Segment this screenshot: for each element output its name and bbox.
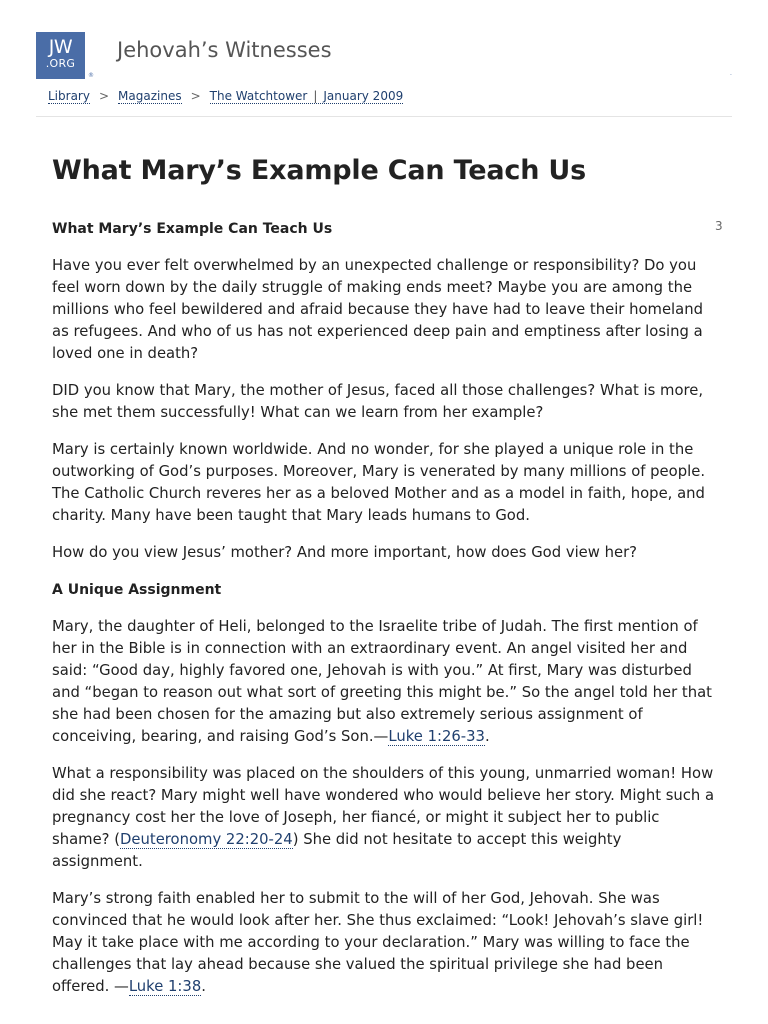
breadcrumb-issue-link[interactable] bbox=[210, 89, 404, 104]
breadcrumb-issue: January 2009 bbox=[323, 89, 404, 103]
header-dot-icon: . bbox=[730, 70, 732, 77]
page-title: What Mary’s Example Can Teach Us bbox=[52, 155, 587, 186]
scripture-link-luke-1-26-33[interactable]: Luke 1:26-33 bbox=[388, 728, 485, 745]
article-subhead: What Mary’s Example Can Teach Us bbox=[52, 221, 333, 237]
paragraph-5 bbox=[52, 616, 716, 748]
registered-mark: ® bbox=[88, 72, 94, 79]
article-body bbox=[52, 218, 716, 1013]
paragraph-4: How do you view Jesus’ mother? And more important, how does God view her? bbox=[52, 544, 638, 561]
breadcrumb-publication: The Watchtower bbox=[209, 89, 308, 103]
breadcrumb-pipe: | bbox=[313, 89, 318, 103]
paragraph-7 bbox=[52, 888, 716, 998]
paragraph-6 bbox=[52, 763, 716, 873]
paragraph-5-text: Mary, the daughter of Heli, belonged to the Israelite tribe of Judah. The first mention of her in the Bible is in connection with an extraordinary event. An angel visited her and said: “Good day, highly favored one, Jehovah is with you.” At first, Mary was disturbed and “began to reason out what sort of greeting this might be.” So the angel told her that she had been chosen for the amazing but also extremely serious assignment of conceiving, bearing, and raising God’s Son.— bbox=[52, 618, 712, 745]
jw-org-logo[interactable] bbox=[36, 32, 85, 79]
section-heading: A Unique Assignment bbox=[52, 582, 222, 598]
scripture-link-deuteronomy-22-20-24[interactable]: Deuteronomy 22:20-24 bbox=[120, 831, 293, 848]
paragraph-7-text: Mary’s strong faith enabled her to submit to the will of her God, Jehovah. She was convinced that he would look after her. She thus exclaimed: “Look! Jehovah’s slave girl! May it take place with me according to your declaration.” Mary was willing to face the challenges that lay ahead because she valued the spiritual privilege she had been offered. — bbox=[52, 890, 704, 995]
site-name[interactable]: Jehovah’s Witnesses bbox=[117, 38, 332, 62]
chevron-right-icon: > bbox=[98, 89, 110, 103]
page-number: 3 bbox=[715, 219, 723, 233]
scripture-link-luke-1-38[interactable]: Luke 1:38 bbox=[128, 978, 202, 995]
breadcrumb-library-link[interactable]: Library bbox=[48, 89, 90, 103]
paragraph-5-end: . bbox=[484, 728, 490, 745]
header-divider bbox=[36, 116, 732, 117]
paragraph-1: Have you ever felt overwhelmed by an unexpected challenge or responsibility? Do you feel worn down by the daily struggle of making ends meet? Maybe you are among the millions who feel bewildered and afraid because they have had to leave their homeland as refugees. And who of us has not experienced deep pain and emptiness after losing a loved one in death? bbox=[52, 257, 703, 362]
paragraph-2: DID you know that Mary, the mother of Jesus, faced all those challenges? What is more, she met them successfully! What can we learn from her example? bbox=[52, 382, 704, 421]
paragraph-3: Mary is certainly known worldwide. And no wonder, for she played a unique role in the outworking of God’s purposes. Moreover, Mary is venerated by many millions of people. The Catholic Church reveres her as a beloved Mother and as a model in faith, hope, and charity. Many have been taught that Mary leads humans to God. bbox=[52, 441, 706, 524]
paragraph-6-text: What a responsibility was placed on the shoulders of this young, unmarried woman! How did she react? Mary might well have wondered who would believe her story. Might such a pregnancy cost her the love of Joseph, her fiancé, or might it subject her to public shame? ( bbox=[52, 765, 715, 848]
breadcrumb-magazines-link[interactable]: Magazines bbox=[118, 89, 182, 103]
site-header bbox=[0, 0, 768, 103]
paragraph-6-end: ) She did not hesitate to accept this weighty assignment. bbox=[52, 831, 622, 870]
breadcrumb bbox=[48, 89, 403, 103]
paragraph-7-end: . bbox=[201, 978, 206, 995]
chevron-right-icon: > bbox=[190, 89, 201, 103]
logo-line1: JW bbox=[48, 36, 73, 58]
logo-line2: .ORG bbox=[45, 57, 76, 70]
